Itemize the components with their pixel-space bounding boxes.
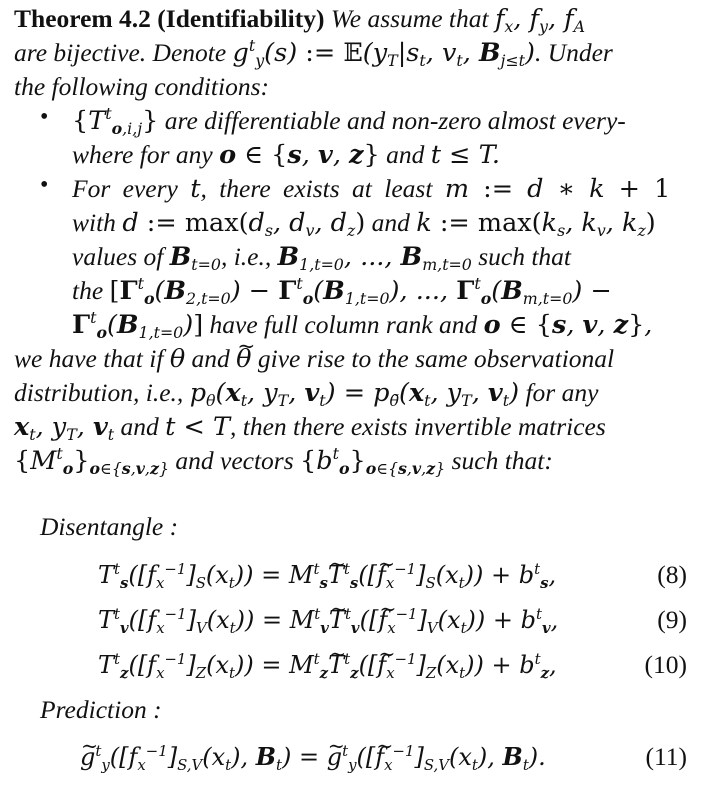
math-B: $B_{t=0}$ — [169, 242, 221, 275]
theorem-text: values of — [72, 242, 164, 271]
theorem-text: the — [72, 276, 104, 305]
theorem-line-3 — [14, 70, 269, 104]
theorem-text: are differentiable and non-zero almost every- — [164, 106, 626, 135]
math-m: m := d ∗ k + 1 — [444, 174, 671, 204]
theorem-text: , then there exists invertible matrices — [230, 412, 606, 441]
theorem-text: have full column rank and — [209, 310, 478, 339]
theorem-line-cont-1 — [14, 342, 614, 376]
math-M: $\{M^t_o\}_{o\in\{s,v,z\}}$ — [14, 444, 169, 479]
theorem-text: For every — [72, 174, 178, 203]
theorem-text: we have that if — [14, 344, 164, 373]
equation-number: (9) — [657, 605, 687, 634]
theorem-text: give rise to the same observational — [257, 344, 615, 373]
equation-number: (10) — [644, 650, 687, 679]
theorem-text: where for any — [72, 140, 213, 169]
math-set: o ∈ {s, v, z}, — [483, 310, 653, 340]
bullet2-line-3 — [72, 240, 571, 274]
math-set: o ∈ {s, v, z} — [219, 140, 380, 170]
equation-9: $T^t_v([f_x^{-1}]_V(x_t))$ = $M^t_v\sim$ $T^t_v([\sim$ $f_x^{-1}]_V(x_t)) + b^t_v$, — [98, 603, 558, 638]
theorem-line-cont-3 — [14, 410, 606, 444]
theorem-text: We assume that — [330, 4, 489, 33]
theorem-line-2 — [14, 36, 613, 70]
math-d: d := $\max(d_s$, $d_v$, $d_z$) — [122, 208, 366, 241]
theorem-text: are bijective. Denote — [14, 38, 227, 67]
theorem-heading: Theorem 4.2 (Identifiability) — [14, 4, 325, 33]
bullet2-line-5 — [72, 308, 652, 342]
equation-number: (8) — [657, 560, 687, 589]
math-definition: $g^t_y(s)$ := $𝔼(y_T|s_t$, $v_t$, $B_{j\le t}$) — [232, 36, 535, 71]
equation-11: ~ $g^t_y([f_x^{-1}]_{S,V}(x_t)$, $B_t$) = ~ $g^t_y([\sim$ $f_x^{-1}]_{S,V}(x_t)$, $B_t$). — [80, 740, 546, 775]
math-b: $\{b^t_o\}_{o\in\{s,v,z\}}$ — [300, 444, 446, 479]
theorem-text: . Under — [534, 38, 613, 67]
theorem-text: with — [72, 208, 116, 237]
bullet1-line-1 — [72, 104, 626, 138]
section-label-disentangle: Disentangle : — [40, 512, 179, 541]
theorem-line-1 — [14, 2, 585, 36]
theorem-line-cont-4 — [14, 444, 553, 478]
math-gamma-end: $\Gamma^t_o(B_{1,t=0})$] — [72, 308, 204, 343]
math-t: t ≤ T. — [430, 140, 500, 170]
math-theta-tilde: ~ θ — [236, 342, 251, 376]
math-vars: $x_t$, $y_T$, $v_t$ — [14, 412, 115, 445]
bullet-icon: • — [40, 172, 49, 198]
section-label-prediction: Prediction : — [40, 695, 162, 724]
theorem-text: the following conditions: — [14, 72, 269, 101]
theorem-text: and — [371, 208, 410, 237]
math-functions: $f_x$, $f_y$, $f_A$ — [494, 4, 586, 37]
math-t-lt: t < T — [165, 412, 230, 442]
math-t: t — [190, 174, 201, 204]
math-Bseq: $B_{1,t=0}$, ..., $B_{m,t=0}$ — [277, 242, 472, 275]
bullet1-line-2 — [72, 138, 500, 172]
math-gamma: [$\Gamma^t_o(B_{2,t=0}) - \Gamma^t_o(B_{1,t=0})$, ..., $\Gamma^t_o(B_{m,t=0})$ − — [109, 274, 612, 309]
theorem-text: for any — [525, 378, 599, 407]
equation-10: $T^t_z([f_x^{-1}]_Z(x_t))$ = $M^t_z\sim$ $T^t_z([\sim$ $f_x^{-1}]_Z(x_t)) + b^t_z$, — [98, 648, 557, 683]
theorem-line-cont-2 — [14, 376, 598, 410]
bullet2-line-2 — [72, 206, 656, 240]
math-distribution: $p_\theta(x_t$, $y_T$, $v_t) = p_{\thetã}(x_t$, $y_T$, $v_t$) — [189, 378, 520, 411]
bullet-icon: • — [40, 104, 49, 130]
equation-8: $T^t_s([f_x^{-1}]_S(x_t))$ = $M^t_s\sim$ $T^t_s([\sim$ $f_x^{-1}]_S(x_t)) + b^t_s$, — [98, 558, 556, 593]
theorem-text: such that — [478, 242, 571, 271]
theorem-text: , i.e., — [220, 242, 272, 271]
theorem-text: and — [191, 344, 230, 373]
theorem-text: distribution, i.e., — [14, 378, 184, 407]
bullet2-line-1 — [72, 172, 670, 206]
theorem-text: and vectors — [175, 446, 294, 475]
theorem-text: , there exists at least — [200, 174, 433, 203]
equation-number: (11) — [645, 742, 687, 771]
math-k: k := $\max(k_s$, $k_v$, $k_z$) — [416, 208, 656, 241]
bullet2-line-4 — [72, 274, 612, 308]
math-T: $\{T^t_{o,i,j}\}$ — [72, 104, 159, 139]
math-theta: θ — [169, 344, 186, 374]
theorem-text: and — [120, 412, 159, 441]
theorem-text: such that: — [451, 446, 553, 475]
theorem-text: and — [386, 140, 425, 169]
